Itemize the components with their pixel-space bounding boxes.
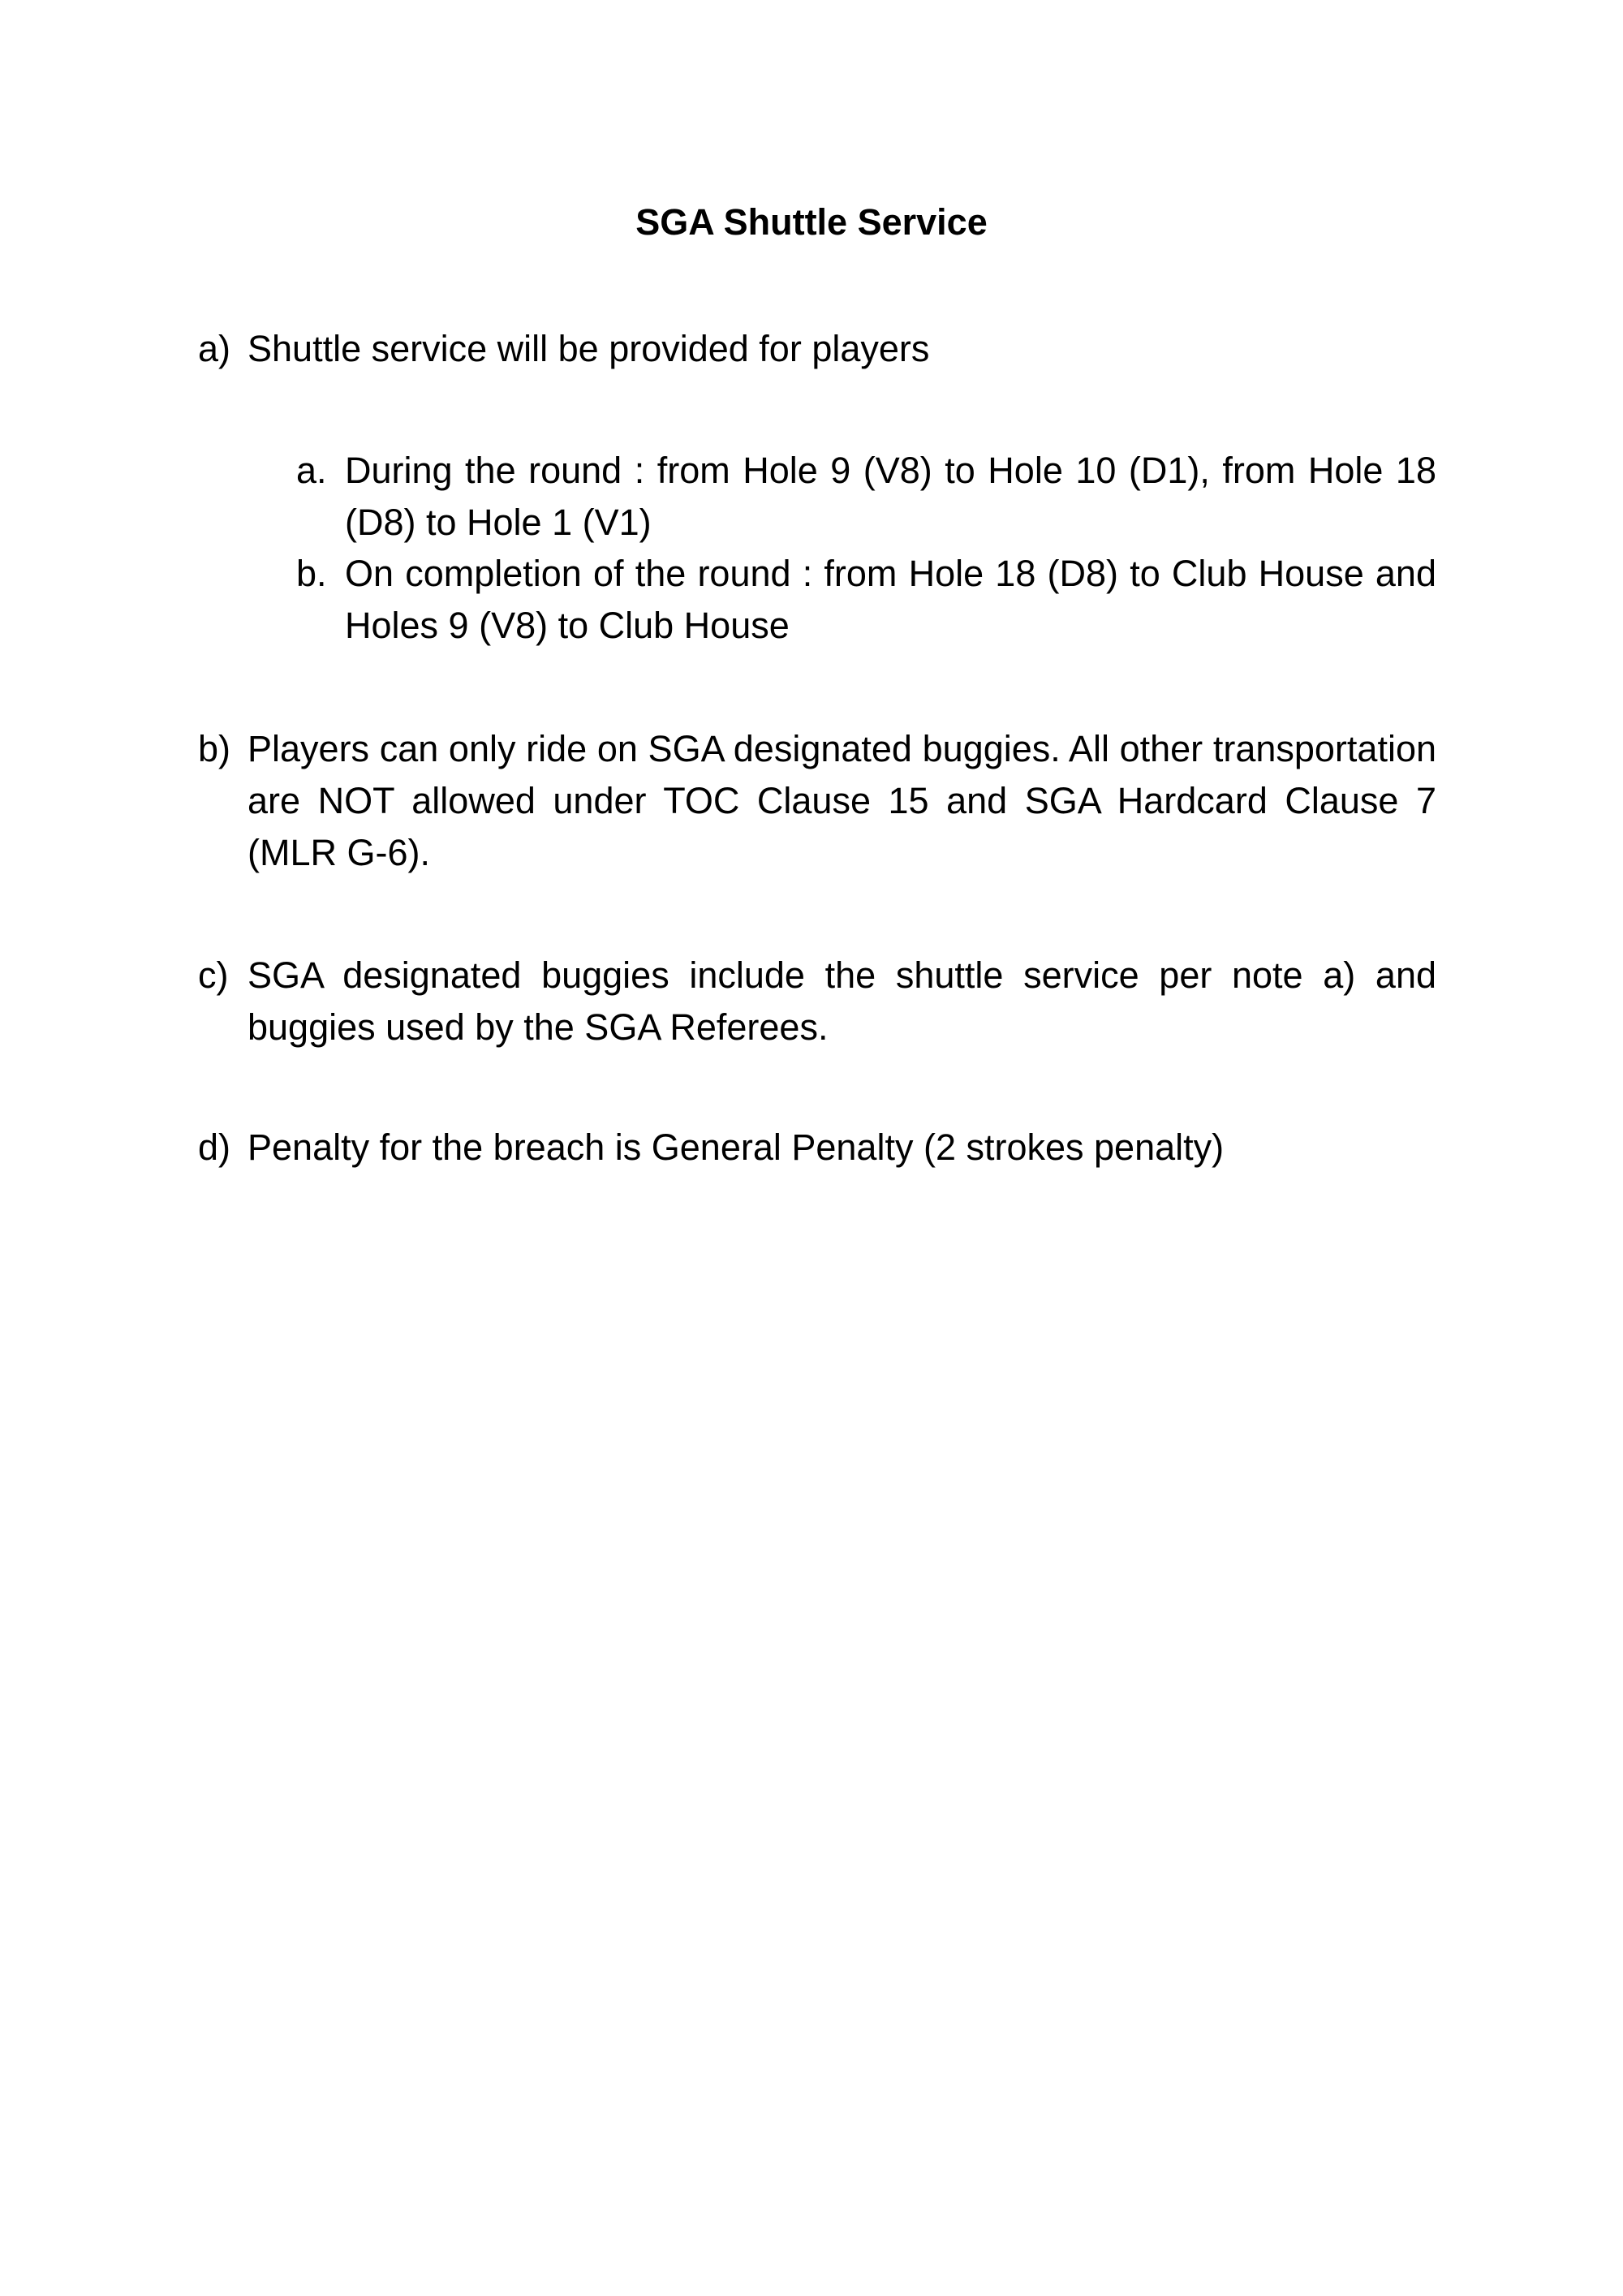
- list-item-c: [198, 950, 1436, 1053]
- sub-item-a: [296, 445, 1436, 549]
- list-marker: b): [198, 728, 231, 769]
- page-title: SGA Shuttle Service: [635, 201, 988, 243]
- list-item-text: Penalty for the breach is General Penalty (2 strokes penalty): [248, 1126, 1225, 1168]
- sub-marker: a.: [296, 450, 327, 491]
- sub-item-b: [296, 548, 1436, 652]
- list-marker: c): [198, 954, 229, 996]
- list-item-text: Shuttle service will be provided for players: [248, 328, 930, 369]
- sub-marker: b.: [296, 553, 327, 594]
- list-item-b: [198, 723, 1436, 879]
- list-item-text: Players can only ride on SGA designated buggies. All other transportation are NOT allowed under TOC Clause 15 and SGA Hardcard Clause 7 (MLR G-6).: [248, 728, 1436, 873]
- list-marker: d): [198, 1126, 231, 1168]
- sub-item-text: During the round : from Hole 9 (V8) to Hole 10 (D1), from Hole 18 (D8) to Hole 1 (V1): [345, 450, 1436, 543]
- list-item-d: [198, 1122, 1436, 1174]
- list-item-text: SGA designated buggies include the shuttle service per note a) and buggies used by the SGA Referees.: [248, 954, 1436, 1048]
- sub-item-text: On completion of the round : from Hole 18 (D8) to Club House and Holes 9 (V8) to Club House: [345, 553, 1436, 646]
- list-item-a: [198, 323, 1436, 375]
- list-marker: a): [198, 328, 231, 369]
